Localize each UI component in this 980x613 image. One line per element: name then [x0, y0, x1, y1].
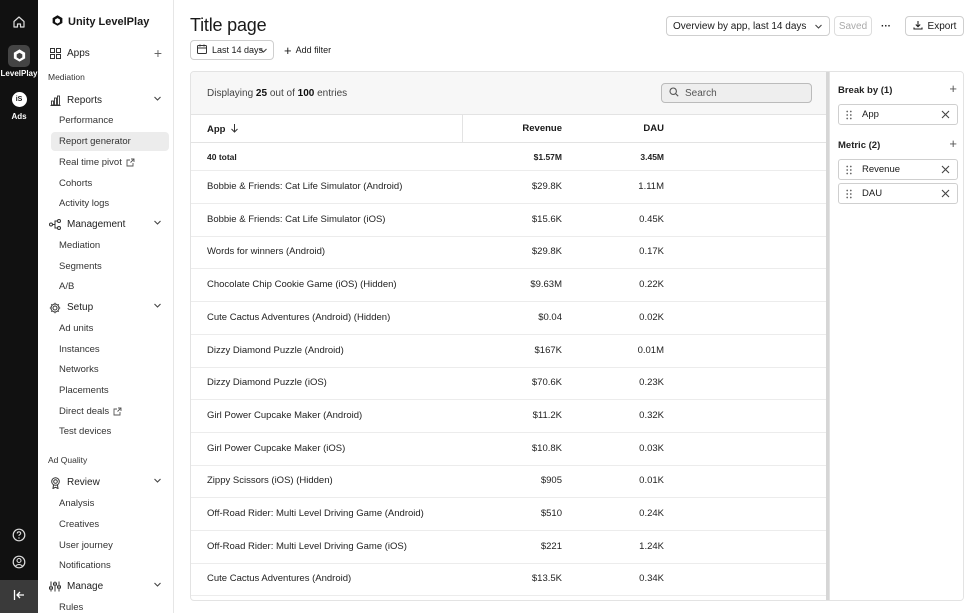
table-header	[191, 115, 826, 143]
table-row[interactable]	[191, 465, 826, 498]
sliders-icon	[48, 580, 62, 594]
config-panel	[829, 72, 964, 601]
cell-dau: 0.32K	[639, 410, 664, 421]
sidebar-group-review[interactable]	[48, 473, 168, 492]
metric-heading: Metric (2)	[838, 140, 881, 151]
cell-app: Cute Cactus Adventures (Android) (Hidden)	[207, 312, 391, 323]
search-placeholder: Search	[685, 87, 717, 99]
sidebar-item-segments[interactable]: Segments	[59, 261, 102, 272]
cell-dau: 1.24K	[639, 541, 664, 552]
cell-revenue: $1.57M	[533, 152, 562, 162]
sidebar-item-label: Real time pivot	[59, 157, 122, 168]
drag-handle-icon[interactable]	[846, 165, 854, 175]
sidebar-item-label: Direct deals	[59, 406, 110, 417]
cell-revenue: $9.63M	[530, 279, 562, 290]
chip-label: Revenue	[862, 164, 901, 175]
column-header-dau[interactable]: DAU	[643, 123, 664, 134]
metric-chip-dau[interactable]	[838, 183, 958, 204]
sidebar-item-networks[interactable]: Networks	[59, 364, 99, 375]
cell-app: Girl Power Cupcake Maker (iOS)	[207, 443, 346, 454]
sidebar-item-analysis[interactable]: Analysis	[59, 498, 95, 509]
count-mid: out of	[269, 88, 295, 99]
cell-app: Words for winners (Android)	[207, 246, 326, 257]
break-by-heading: Break by (1)	[838, 85, 893, 96]
export-label: Export	[927, 20, 957, 32]
award-icon	[48, 476, 62, 490]
section-mediation: Mediation	[48, 72, 85, 82]
cell-dau: 0.22K	[639, 279, 664, 290]
user-icon	[8, 551, 30, 573]
break-by-chip-app[interactable]	[838, 104, 958, 125]
gear-icon	[48, 301, 62, 315]
table-row[interactable]	[191, 204, 826, 237]
cell-app: Off-Road Rider: Multi Level Driving Game (Android)	[207, 508, 424, 519]
cell-dau: 1.11M	[638, 181, 664, 192]
search-input[interactable]	[661, 83, 812, 103]
sidebar-item-ad-units[interactable]: Ad units	[59, 323, 94, 334]
flow-icon	[48, 218, 62, 232]
sidebar-item-instances[interactable]: Instances	[59, 344, 100, 355]
count-total: 100	[297, 88, 315, 99]
table-row[interactable]	[191, 433, 826, 466]
table-row[interactable]	[191, 236, 826, 269]
metric-chip-revenue[interactable]	[838, 159, 958, 180]
account-button[interactable]	[0, 551, 38, 573]
cell-revenue: $905	[540, 475, 562, 486]
cell-revenue: $221	[540, 541, 562, 552]
sort-arrow-down-icon	[230, 123, 239, 136]
add-filter-label: Add filter	[295, 45, 332, 55]
sidebar-group-label: Setup	[67, 302, 94, 313]
table-row[interactable]	[191, 269, 826, 302]
table-row[interactable]	[191, 400, 826, 433]
sidebar-item-cohorts[interactable]: Cohorts	[59, 178, 93, 189]
cell-app: Bobbie & Friends: Cat Life Simulator (iOS)	[207, 214, 386, 225]
sidebar-item-notifications[interactable]: Notifications	[59, 560, 111, 571]
cell-dau: 0.01K	[639, 475, 664, 486]
sidebar-item-rules[interactable]: Rules	[59, 602, 84, 613]
cell-dau: 0.01M	[637, 345, 664, 356]
chevron-down-icon	[814, 22, 823, 34]
cell-app: Dizzy Diamond Puzzle (Android)	[207, 345, 344, 356]
brand-logo	[51, 14, 149, 30]
add-filter-button[interactable]	[278, 40, 342, 60]
chevron-down-icon	[259, 46, 268, 57]
entries-count	[207, 88, 347, 99]
sidebar-group-setup[interactable]	[48, 298, 168, 317]
chevron-down-icon	[153, 580, 162, 592]
help-icon	[8, 524, 30, 546]
sidebar-item-placements[interactable]: Placements	[59, 385, 109, 396]
download-icon	[913, 20, 923, 33]
sidebar-item-direct-deals[interactable]	[59, 402, 169, 421]
external-link-icon	[113, 407, 122, 416]
date-filter-select[interactable]	[190, 40, 274, 60]
sidebar-group-label: Management	[67, 219, 126, 230]
count-suffix: entries	[317, 88, 348, 99]
rail-ads-label: Ads	[11, 112, 27, 121]
sidebar-item-real-time-pivot[interactable]	[59, 153, 169, 172]
add-break-by-button[interactable]: +	[949, 81, 957, 96]
column-header-revenue[interactable]: Revenue	[522, 123, 562, 134]
collapse-icon	[12, 588, 26, 605]
table-row[interactable]	[191, 498, 826, 531]
unity-logo-icon	[51, 14, 64, 30]
cell-app: Dizzy Diamond Puzzle (iOS)	[207, 377, 327, 388]
sidebar-item-user-journey[interactable]: User journey	[59, 540, 113, 551]
add-app-icon[interactable]: +	[153, 45, 162, 61]
cell-dau: 0.03K	[639, 443, 664, 454]
sidebar-item-ab[interactable]: A/B	[59, 281, 75, 292]
rail-levelplay[interactable]	[0, 43, 38, 79]
cell-revenue: $11.2K	[532, 410, 562, 421]
view-select[interactable]	[666, 16, 830, 36]
table-row[interactable]	[191, 335, 826, 368]
more-options-button[interactable]: ···	[875, 16, 897, 36]
collapse-sidebar-button[interactable]	[0, 580, 38, 613]
sidebar-item-label: Apps	[67, 48, 90, 59]
cell-app: Bobbie & Friends: Cat Life Simulator (Android)	[207, 181, 403, 192]
cell-dau: 0.34K	[639, 573, 664, 584]
cell-revenue: $0.04	[538, 312, 562, 323]
home-button[interactable]	[0, 11, 38, 33]
main-content	[174, 0, 980, 613]
sidebar-item-activity-logs[interactable]: Activity logs	[59, 198, 110, 209]
count-prefix: Displaying	[207, 88, 254, 99]
drag-handle-icon[interactable]	[846, 110, 854, 120]
table-row[interactable]	[191, 531, 826, 564]
active-caret	[38, 52, 42, 62]
cell-app: Zippy Scissors (iOS) (Hidden)	[207, 475, 333, 486]
bar-chart-icon	[48, 94, 62, 108]
cell-app: Girl Power Cupcake Maker (Android)	[207, 410, 363, 421]
cell-app: 40 total	[207, 152, 237, 162]
cell-revenue: $70.6K	[531, 377, 562, 388]
export-button[interactable]	[905, 16, 964, 36]
report-table	[191, 72, 826, 601]
cell-dau: 0.02K	[639, 312, 664, 323]
close-icon[interactable]	[941, 110, 950, 119]
table-row[interactable]	[191, 367, 826, 400]
ads-badge: iS	[12, 92, 27, 107]
chevron-down-icon	[153, 218, 162, 230]
cell-app: Off-Road Rider: Multi Level Driving Game (iOS)	[207, 541, 407, 552]
rail-ads[interactable]	[0, 89, 38, 121]
table-row[interactable]	[191, 302, 826, 335]
sidebar-group-label: Reports	[67, 95, 103, 106]
table-row[interactable]	[191, 563, 826, 596]
sidebar-group-manage[interactable]	[48, 577, 168, 596]
table-row[interactable]	[191, 171, 826, 204]
close-icon[interactable]	[941, 189, 950, 198]
date-filter-value: Last 14 days	[212, 45, 264, 55]
sidebar-group-reports[interactable]	[48, 91, 168, 110]
search-icon	[669, 87, 679, 100]
page-title: Title page	[190, 15, 267, 35]
brand-text: Unity LevelPlay	[68, 16, 150, 28]
cell-revenue: $15.6K	[531, 214, 562, 225]
home-icon	[8, 11, 30, 33]
cell-revenue: $29.8K	[531, 181, 562, 192]
cell-revenue: $167K	[534, 345, 562, 356]
cell-dau: 0.24K	[639, 508, 664, 519]
sidebar-group-label: Review	[67, 477, 100, 488]
chip-label: App	[862, 109, 879, 120]
sidebar-group-management[interactable]	[48, 215, 168, 234]
grid-icon	[48, 47, 62, 61]
column-divider	[462, 115, 463, 143]
table-toolbar	[191, 72, 826, 115]
view-select-value: Overview by app, last 14 days	[673, 20, 807, 32]
help-button[interactable]	[0, 524, 38, 546]
sidebar-nav	[38, 0, 174, 613]
column-header-app[interactable]	[207, 123, 239, 136]
sidebar-item-mediation[interactable]: Mediation	[59, 240, 101, 251]
cell-revenue: $10.8K	[531, 443, 562, 454]
section-ad-quality: Ad Quality	[48, 455, 88, 465]
cell-dau: 0.23K	[639, 377, 664, 388]
cell-revenue: $29.8K	[531, 246, 562, 257]
chevron-down-icon	[153, 476, 162, 488]
chip-label: DAU	[862, 188, 883, 199]
saved-button[interactable]: Saved	[834, 16, 872, 36]
sidebar-item-creatives[interactable]: Creatives	[59, 519, 100, 530]
count-shown: 25	[255, 88, 268, 99]
report-panel	[190, 71, 964, 601]
chevron-down-icon	[153, 94, 162, 106]
calendar-icon	[197, 44, 207, 56]
sidebar-item-report-generator[interactable]: Report generator	[51, 132, 169, 151]
ironsource-icon	[8, 89, 30, 110]
cell-app: Chocolate Chip Cookie Game (iOS) (Hidden)	[207, 279, 397, 290]
unity-cube-icon	[8, 45, 30, 67]
app-rail	[0, 0, 38, 613]
cell-revenue: $510	[540, 508, 562, 519]
chevron-down-icon	[153, 301, 162, 313]
close-icon[interactable]	[941, 165, 950, 174]
add-metric-button[interactable]: +	[949, 136, 957, 151]
plus-icon: +	[284, 42, 292, 58]
cell-revenue: $13.5K	[531, 573, 562, 584]
sidebar-item-test-devices[interactable]: Test devices	[59, 426, 112, 437]
sidebar-item-performance[interactable]: Performance	[59, 115, 114, 126]
cell-app: Cute Cactus Adventures (Android)	[207, 573, 352, 584]
external-link-icon	[126, 158, 135, 167]
column-label: App	[207, 124, 226, 135]
sidebar-group-label: Manage	[67, 581, 104, 592]
cell-dau: 0.17K	[639, 246, 664, 257]
cell-dau: 3.45M	[640, 152, 664, 162]
cell-dau: 0.45K	[639, 214, 664, 225]
drag-handle-icon[interactable]	[846, 189, 854, 199]
rail-levelplay-label: LevelPlay	[0, 68, 38, 78]
table-row-total	[191, 143, 826, 171]
sidebar-item-apps[interactable]	[48, 44, 168, 63]
